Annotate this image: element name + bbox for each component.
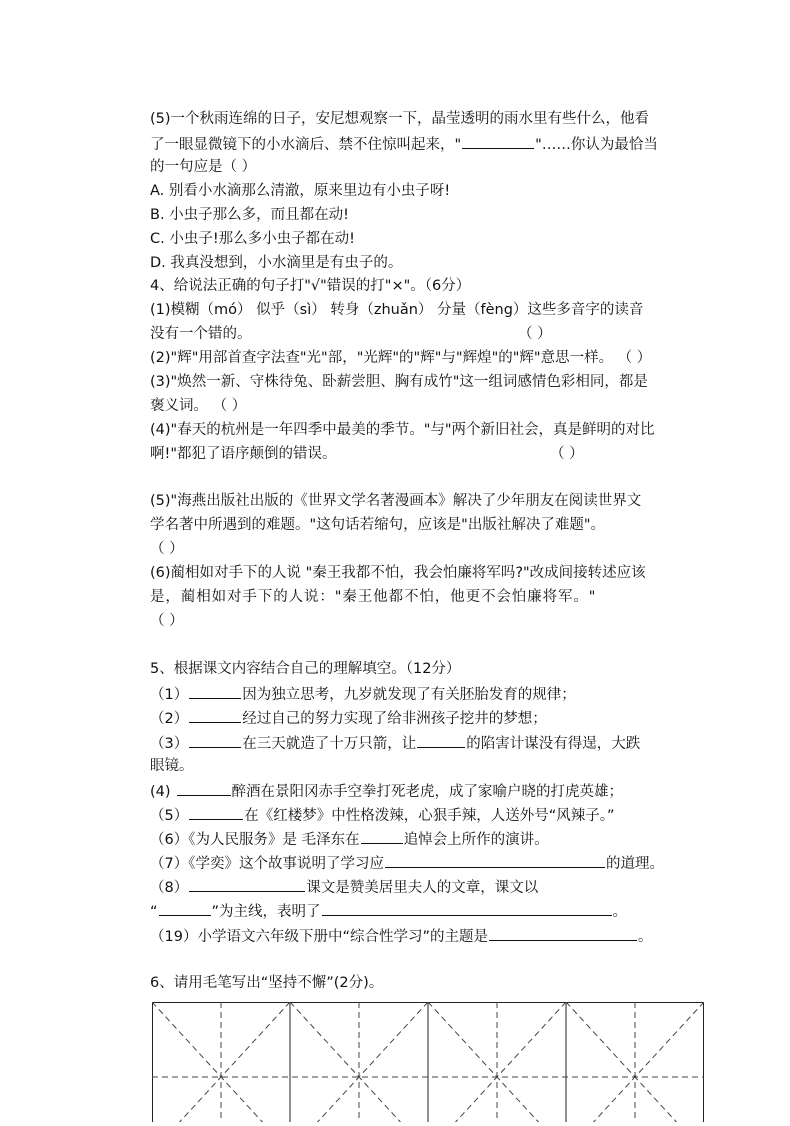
s5-item-5 [150,805,698,825]
q5-line-2-a: 了一眼显微镜下的小水滴后、禁不住惊叫起来，" [150,137,462,153]
s4-item-6-answer-paren[interactable]: （ ） [150,613,184,629]
s4-item-3-line-1: (3)"焕然一新、守株待兔、卧薪尝胆、胸有成竹"这一组词感情色彩相同，都是 [150,374,648,390]
s5-item-3-text-a: 在三天就造了十万只箭，让 [242,736,417,752]
section-4-heading: 4、给说法正确的句子打"√"错误的打"×"。（6分） [150,278,471,294]
s5-item-7-text-b: 的道理。 [605,856,664,872]
q5-line-2-b: "……你认为最恰当 [535,137,658,153]
s5-item-8-period: 。 [612,904,628,920]
s5-item-5-text: 在《红楼梦》中性格泼辣，心狠手辣，人送外号“风辣子。” [244,808,615,824]
s4-item-2: (2)"辉"用部首查字法查"光"部，"光辉"的"辉"与"辉煌"的"辉"意思一样。 （ ） [150,350,652,366]
s4-item-6-line-1: (6)蔺相如对手下的人说 "秦王我都不怕，我会怕廉将军吗?"改成间接转述应该 [150,565,646,581]
s5-item-1-num: （1） [150,687,189,703]
s5-item-7 [150,853,698,873]
s5-blank-6[interactable] [361,829,403,844]
s5-blank-8c[interactable] [322,901,612,916]
s4-item-4-line-2 [150,445,698,463]
s5-blank-8b[interactable] [159,901,211,916]
q5-option-c: C. 小虫子!那么多小虫子都在动! [150,231,355,247]
s5-item-4 [150,781,698,801]
s5-blank-3a[interactable] [189,733,241,748]
q5-option-d: D. 我真没想到，小水滴里是有虫子的。 [150,255,403,271]
q5-line-2 [150,134,698,154]
q5-line-3: 的一句应是（ ） [150,159,257,175]
s5-blank-5[interactable] [189,805,243,820]
s5-item-5-num: （5） [150,808,189,824]
s5-blank-2[interactable] [189,708,241,723]
s5-item-4-num: (4) [150,784,171,800]
q5-line-1: (5)一个秋雨连绵的日子，安尼想观察一下，晶莹透明的雨水里有些什么，他看 [150,111,650,127]
s4-item-6-line-2: 是，蔺相如对手下的人说："秦王他都不怕，他更不会怕廉将军。" [150,589,597,605]
s5-item-19-period: 。 [637,929,653,945]
s5-item-8-line-2-text: ”为主线，表明了 [211,904,321,920]
s5-blank-19[interactable] [489,926,637,941]
s5-item-2-text: 经过自己的努力实现了给非洲孩子挖井的梦想； [242,711,547,727]
s5-item-3-line-2: 眼镜。 [150,758,194,774]
s5-blank-7[interactable] [385,853,605,868]
q5-option-b: B. 小虫子那么多，而且都在动! [150,207,349,223]
q5-blank[interactable] [462,134,534,149]
s5-item-4-text: 醉酒在景阳冈赤手空拳打死老虎，成了家喻户晓的打虎英雄； [231,784,624,800]
s4-item-5-answer-paren[interactable]: （ ） [150,541,184,557]
section-6-heading: 6、请用毛笔写出“坚持不懈”(2分)。 [150,975,384,991]
calligraphy-grid[interactable] [152,1002,704,1122]
section-5-heading: 5、根据课文内容结合自己的理解填空。（12分） [150,661,461,677]
s5-blank-8a[interactable] [189,877,305,892]
s4-item-1-text: 没有一个错的。 [150,326,252,342]
s5-blank-4[interactable] [177,781,231,796]
s5-item-2 [150,708,698,728]
s5-item-6-text-a: （6）《为人民服务》是 毛泽东在 [150,832,360,848]
s5-blank-3b[interactable] [417,733,465,748]
s5-item-6 [150,829,698,849]
s5-item-3-text-b: 的陷害计谋没有得逞，大跌 [466,736,641,752]
s4-item-4-line-1: (4)"春天的杭州是一年四季中最美的季节。"与"两个新旧社会，真是鲜明的对比 [150,422,655,438]
s5-item-8-num: （8） [150,880,189,896]
s4-item-1-line-2 [150,325,698,343]
s4-item-1-answer-paren[interactable]: （ ） [518,326,552,342]
s4-item-4-text: 啊!"都犯了语序颠倒的错误。 [150,446,337,462]
s5-item-1 [150,684,698,704]
s5-item-8-quote-open: “ [150,904,158,920]
s5-item-7-text-a: （7）《学奕》这个故事说明了学习应 [150,856,384,872]
s4-item-3-line-2: 褒义词。 （ ） [150,398,247,414]
s5-item-3-line-1 [150,733,698,753]
calligraphy-grid-svg [152,1002,704,1122]
s5-item-3-num: （3） [150,736,189,752]
s5-item-8-line-1 [150,877,698,897]
s4-item-4-answer-paren[interactable]: （ ） [550,446,584,462]
s5-item-8-text: 课文是赞美居里夫人的文章，课文以 [306,880,539,896]
s4-item-5-line-2: 学名著中所遇到的难题。"这句话若缩句，应该是"出版社解决了难题"。 [150,517,606,533]
s4-item-5-line-1: (5)"海燕出版社出版的《世界文学名著漫画本》解决了少年朋友在阅读世界文 [150,493,642,509]
q5-option-a: A. 别看小水滴那么清澈，原来里边有小虫子呀! [150,183,451,199]
s5-item-6-text-b: 追悼会上所作的演讲。 [403,832,549,848]
s5-item-19-text: （19）小学语文六年级下册中“综合性学习”的主题是 [150,929,488,945]
s4-item-1-line-1: (1)模糊（mó） 似乎（sì） 转身（zhuǎn） 分量（fèng）这些多音字的读音 [150,302,644,318]
s5-item-2-num: （2） [150,711,189,727]
s5-item-1-text: 因为独立思考，九岁就发现了有关胚胎发育的规律； [242,687,576,703]
s5-item-8-line-2 [150,901,698,921]
s5-blank-1[interactable] [189,684,241,699]
s5-item-19 [150,926,698,946]
